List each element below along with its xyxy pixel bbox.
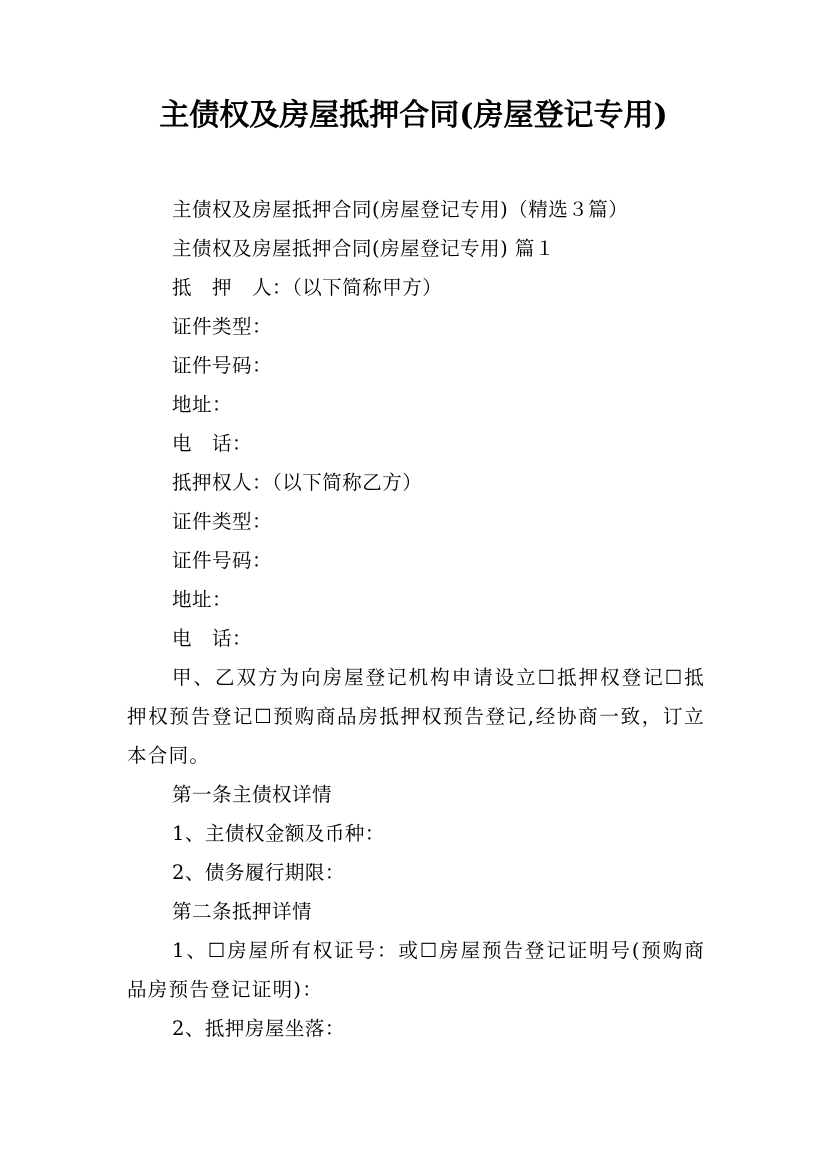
- article-2-item-2: 2、抵押房屋坐落：: [172, 1017, 345, 1040]
- subtitle-part-1: 主债权及房屋抵押合同(房屋登记专用) 篇１: [172, 237, 555, 260]
- article-1-item-1: 1、主债权金额及币种：: [172, 822, 385, 845]
- mortgagee-label: 抵押权人：（以下简称乙方）: [172, 471, 423, 494]
- mortgagee-phone: 电 话：: [172, 627, 253, 650]
- mortgagee-address: 地址：: [172, 588, 233, 611]
- article-1-item-2: 2、债务履行期限：: [172, 861, 345, 884]
- intro-paragraph: 甲、乙双方为向房屋登记机构申请设立☐抵押权登记☐抵押权预告登记☐预购商品房抵押权预告登记,经协商一致，订立本合同。: [127, 666, 705, 767]
- article-1-heading: 第一条主债权详情: [172, 783, 333, 806]
- mortgagor-address: 地址：: [172, 393, 233, 416]
- mortgagor-id-number: 证件号码：: [172, 354, 273, 377]
- mortgagee-id-type: 证件类型：: [172, 510, 273, 533]
- article-2-item-1: 1、☐房屋所有权证号：或☐房屋预告登记证明号(预购商品房预告登记证明)：: [127, 939, 705, 1001]
- subtitle-collection: 主债权及房屋抵押合同(房屋登记专用)（精选３篇）: [172, 198, 629, 221]
- article-2-heading: 第二条抵押详情: [172, 900, 313, 923]
- document-title: 主债权及房屋抵押合同(房屋登记专用): [159, 98, 668, 133]
- mortgagee-id-number: 证件号码：: [172, 549, 273, 572]
- mortgagor-label: 抵 押 人：（以下简称甲方）: [172, 276, 443, 299]
- mortgagor-id-type: 证件类型：: [172, 315, 273, 338]
- mortgagor-phone: 电 话：: [172, 432, 253, 455]
